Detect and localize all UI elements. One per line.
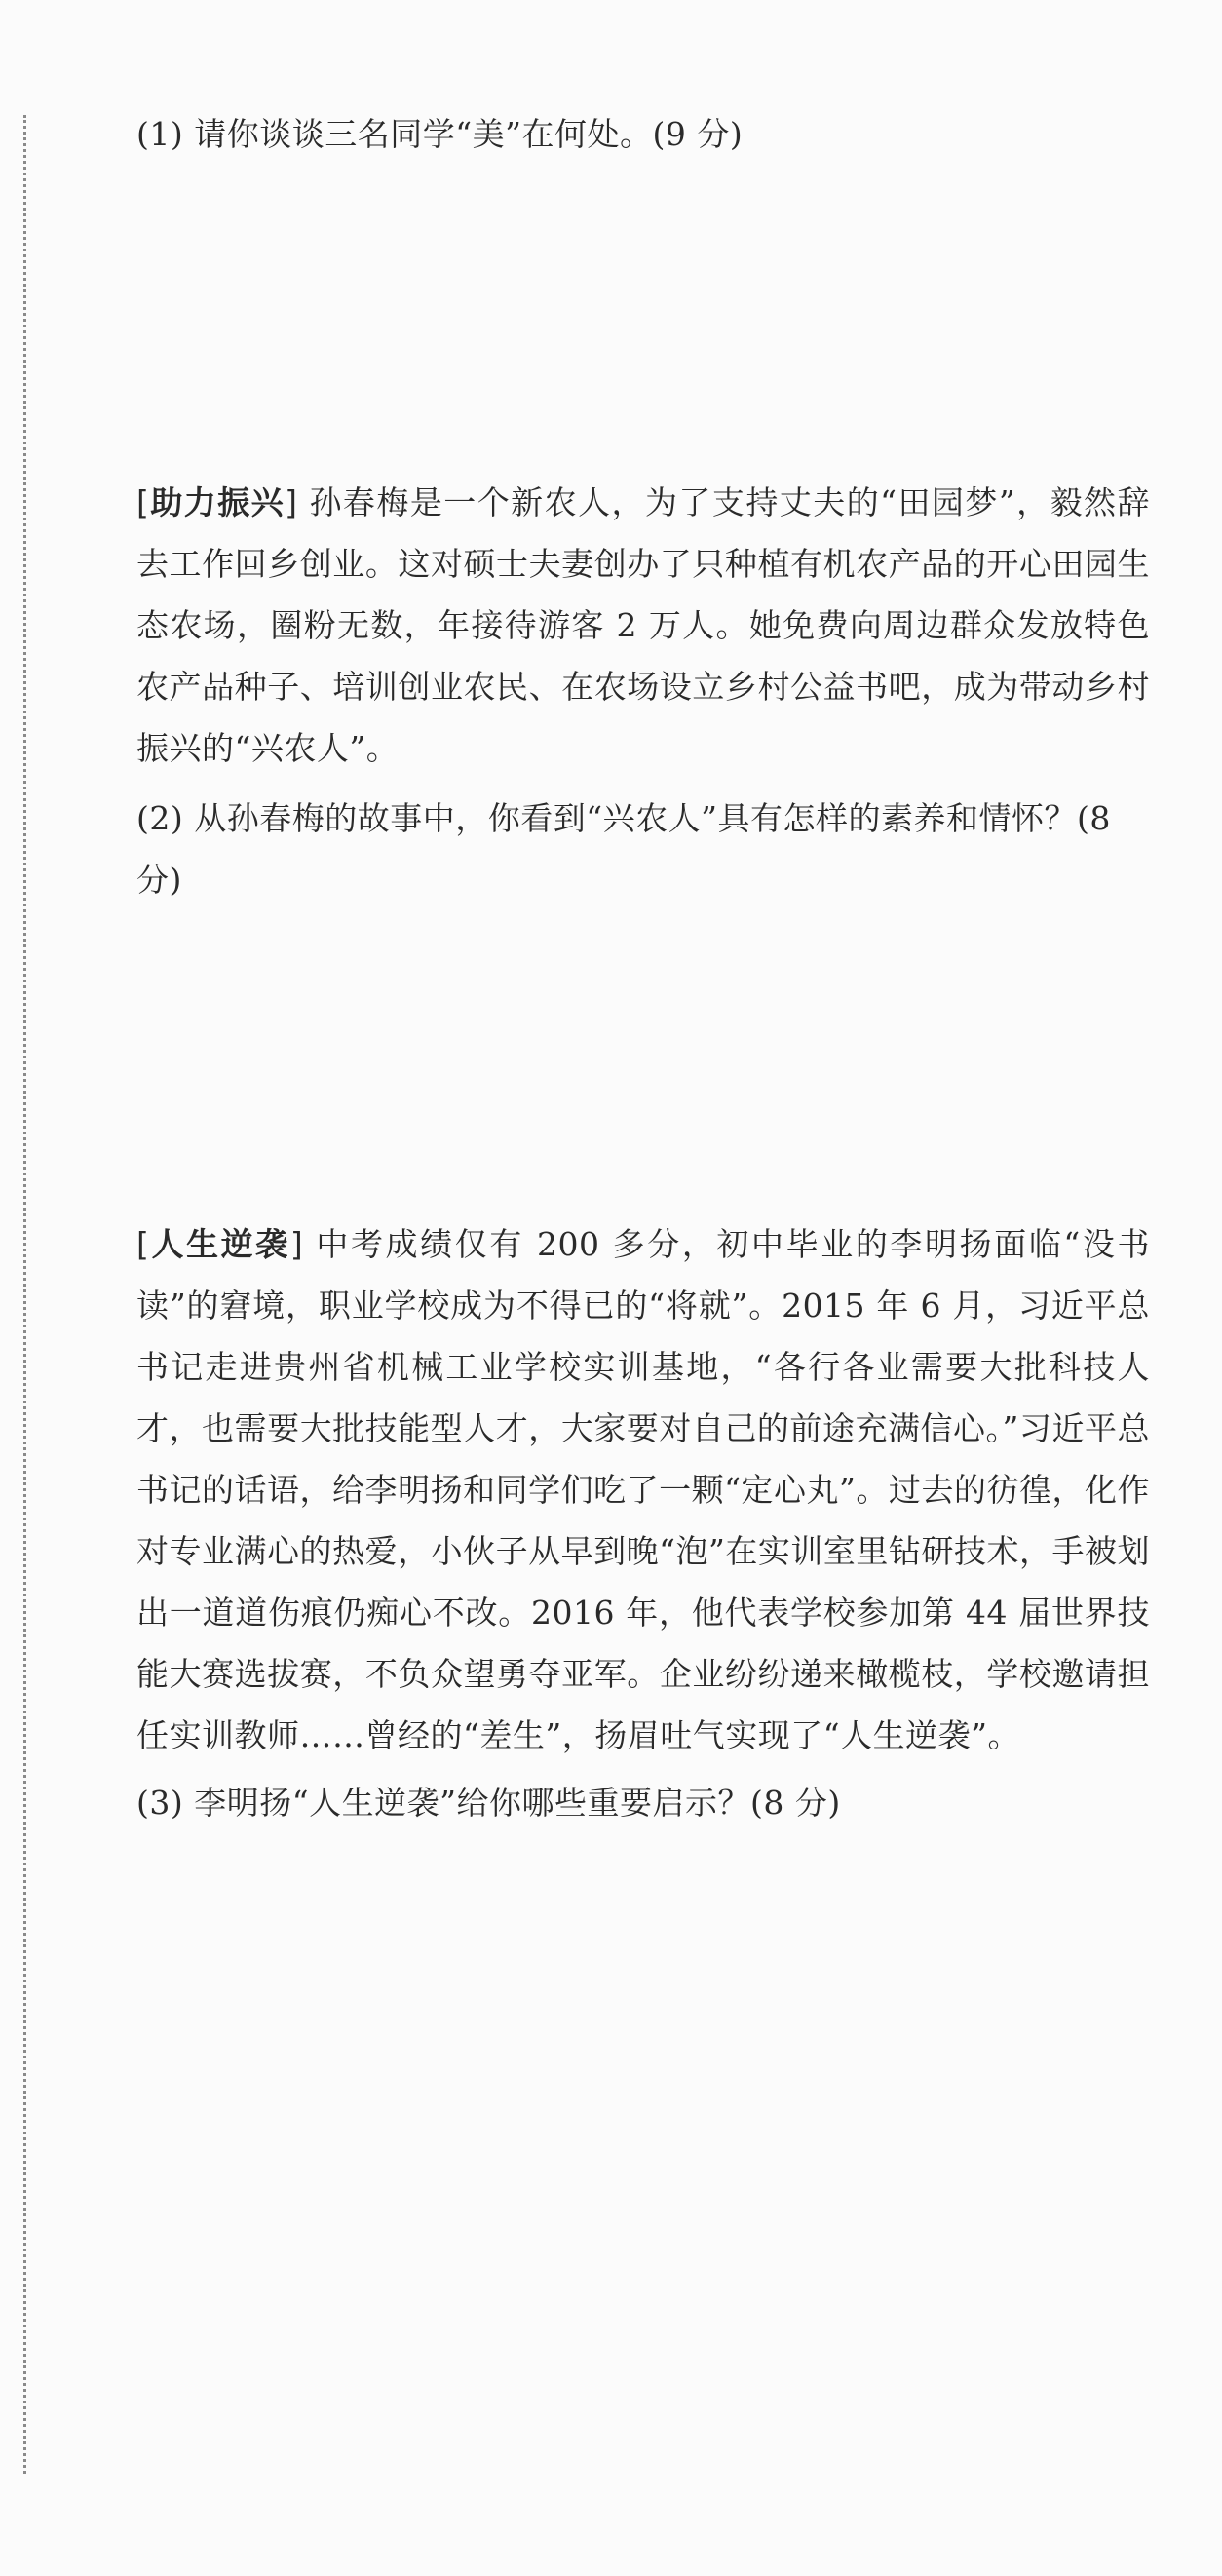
tag-label: 助力振兴 <box>149 483 286 521</box>
section-life-comeback <box>136 1213 1150 1766</box>
tag-close-bracket: ] <box>289 1225 304 1263</box>
section-tag-rural-revival <box>136 483 298 521</box>
question-1: (1) 请你谈谈三名同学“美”在何处。(9 分) <box>136 115 744 153</box>
question-3: (3) 李明扬“人生逆袭”给你哪些重要启示？(8 分) <box>136 1784 841 1822</box>
binding-dotted-line <box>23 115 26 2474</box>
section-tag-life-comeback <box>136 1225 303 1263</box>
tag-label: 人生逆袭 <box>149 1225 290 1263</box>
tag-open-bracket: [ <box>136 1225 150 1263</box>
tag-open-bracket: [ <box>136 483 150 521</box>
section-body: 中考成绩仅有 200 多分，初中毕业的李明扬面临“没书读”的窘境，职业学校成为不得已的“将就”。2015 年 6 月，习近平总书记走进贵州省机械工业学校实训基地，“各行各业需要大批科技人才，也需要大批技能型人才，大家要对自己的前途充满信心。”习近平总书记的话语，给李明扬和同学们吃了一颗“定心丸”。过去的彷徨，化作对专业满心的热爱，小伙子从早到晚“泡”在实训室里钻研技术，手被划出一道道伤痕仍痴心不改。2016 年，他代表学校参加第 44 届世界技能大赛选拔赛，不负众望勇夺亚军。企业纷纷递来橄榄枝，学校邀请担任实训教师……曾经的“差生”，扬眉吐气实现了“人生逆袭”。 <box>136 1225 1151 1754</box>
section-rural-revival <box>136 472 1150 779</box>
section-body: 孙春梅是一个新农人，为了支持丈夫的“田园梦”，毅然辞去工作回乡创业。这对硕士夫妻创办了只种植有机农产品的开心田园生态农场，圈粉无数，年接待游客 2 万人。她免费向周边群众发放特色农产品种子、培训创业农民、在农场设立乡村公益书吧，成为带动乡村振兴的“兴农人”。 <box>136 483 1151 767</box>
tag-close-bracket: ] <box>285 483 298 521</box>
question-2: (2) 从孙春梅的故事中，你看到“兴农人”具有怎样的素养和情怀？(8 分) <box>136 799 1111 899</box>
